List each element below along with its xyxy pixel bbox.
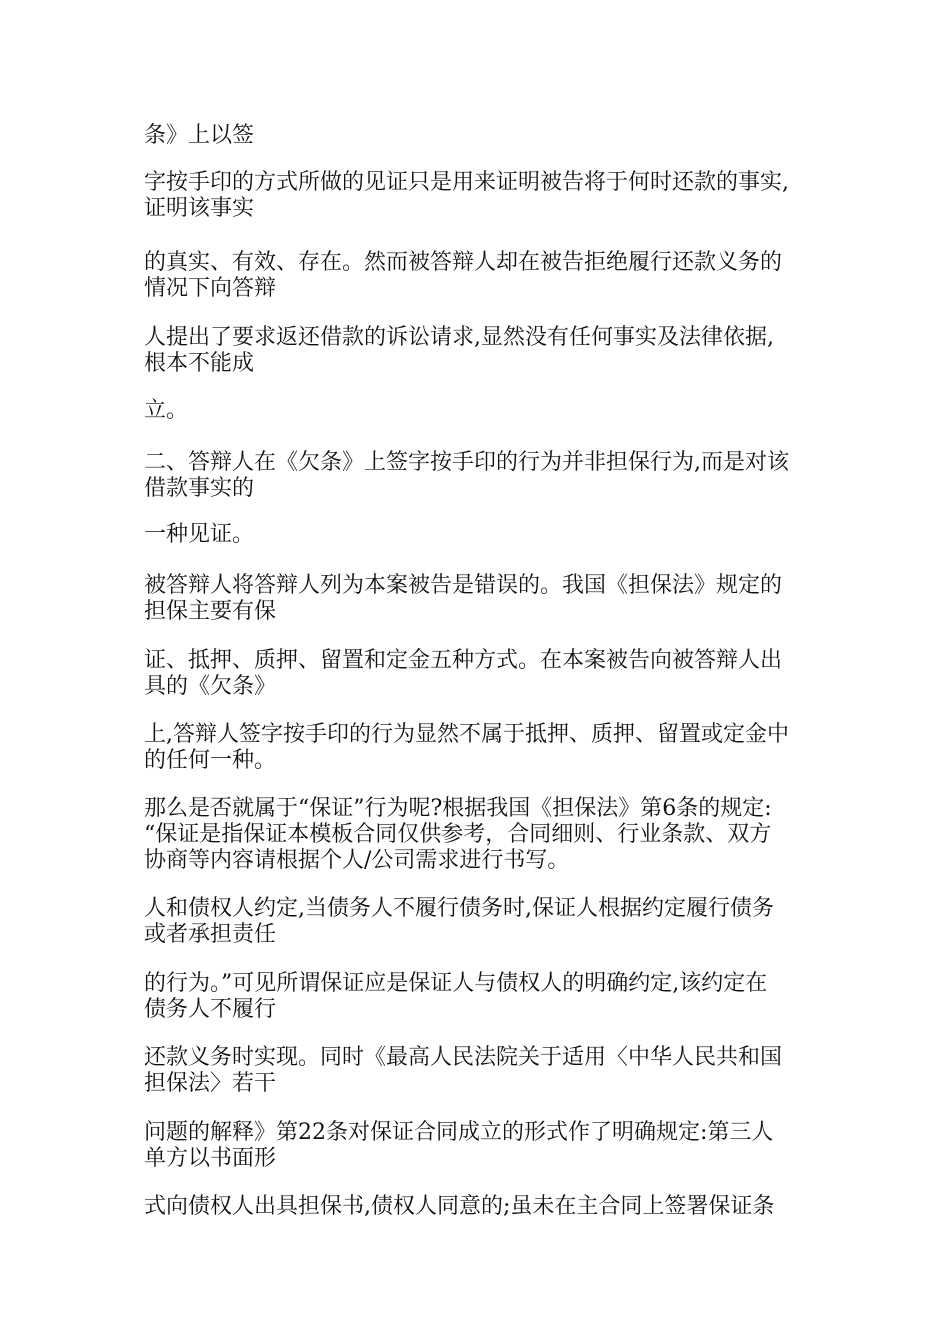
paragraph-16: 式向债权人出具担保书,债权人同意的;虽未在主合同上签署保证条 — [144, 1194, 775, 1219]
paragraph-1: 条》上以签 — [144, 123, 255, 148]
paragraph-7: 一种见证。 — [144, 522, 255, 547]
paragraph-3: 的真实、有效、存在。然而被答辩人却在被告拒绝履行还款义务的 情况下向答辩 — [144, 250, 783, 301]
paragraph-11: 那么是否就属于“保证”行为呢?根据我国《担保法》第6条的规定: “保证是指保证本模板合同仅供参考，合同细则、行业条款、双方 协商等内容请根据个人/公司需求进行书写。 — [144, 796, 772, 873]
paragraph-5: 立。 — [144, 398, 189, 423]
paragraph-2: 字按手印的方式所做的见证只是用来证明被告将于何时还款的事实, 证明该事实 — [144, 170, 789, 221]
paragraph-15: 问题的解释》第22条对保证合同成立的形式作了明确规定:第三人 单方以书面形 — [144, 1120, 774, 1171]
paragraph-6: 二、答辩人在《欠条》上签字按手印的行为并非担保行为,而是对该 借款事实的 — [144, 450, 789, 501]
paragraph-13: 的行为。”可见所谓保证应是保证人与债权人的明确约定,该约定在 债务人不履行 — [144, 971, 768, 1022]
paragraph-8: 被答辩人将答辩人列为本案被告是错误的。我国《担保法》规定的 担保主要有保 — [144, 573, 783, 624]
paragraph-14: 还款义务时实现。同时《最高人民法院关于适用〈中华人民共和国 担保法〉若干 — [144, 1045, 783, 1096]
paragraph-12: 人和债权人约定,当债务人不履行债务时,保证人根据约定履行债务 或者承担责任 — [144, 896, 774, 947]
paragraph-4: 人提出了要求返还借款的诉讼请求,显然没有任何事实及法律依据, 根本不能成 — [144, 325, 774, 376]
paragraph-9: 证、抵押、质押、留置和定金五种方式。在本案被告向被答辩人出 具的《欠条》 — [144, 648, 783, 699]
paragraph-10: 上,答辩人签字按手印的行为显然不属于抵押、质押、留置或定金中 的任何一种。 — [144, 722, 789, 773]
